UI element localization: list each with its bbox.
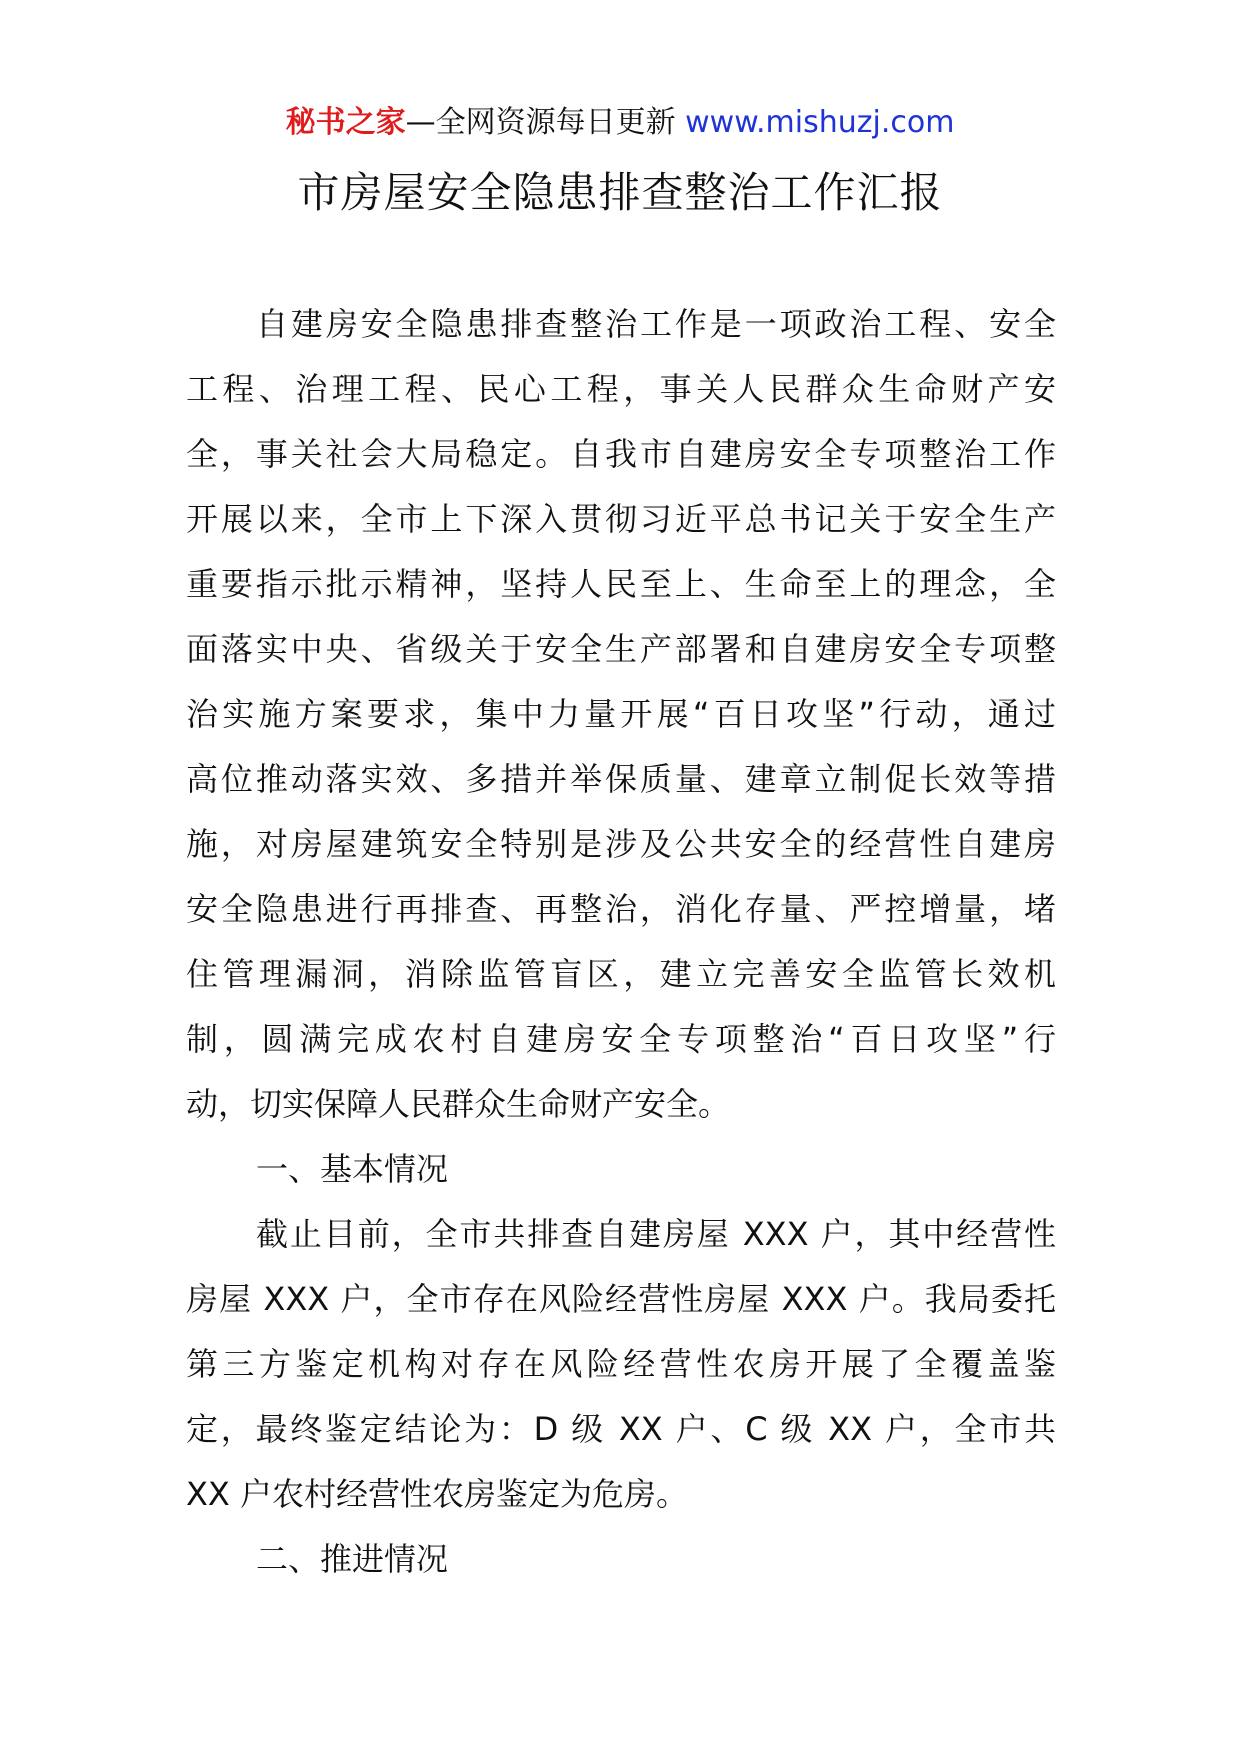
text-line: 定，最终鉴定结论为：D 级 XX 户、C 级 XX 户，全市共	[186, 1410, 1056, 1448]
paragraph-basic-info	[186, 1202, 1056, 1527]
text-line: 面落实中央、省级关于安全生产部署和自建房安全专项整	[186, 630, 1056, 668]
text-line: 住管理漏洞，消除监管盲区，建立完善安全监管长效机	[186, 955, 1056, 993]
text-line: 自建房安全隐患排查整治工作是一项政治工程、安全	[256, 305, 1056, 343]
section-heading-basic: 一、基本情况	[256, 1150, 449, 1188]
text-line: 重要指示批示精神，坚持人民至上、生命至上的理念，全	[186, 565, 1056, 603]
text-line: 第三方鉴定机构对存在风险经营性农房开展了全覆盖鉴	[186, 1345, 1056, 1383]
text-line: 制，圆满完成农村自建房安全专项整治“百日攻坚”行	[186, 1020, 1056, 1058]
text-line: 全，事关社会大局稳定。自我市自建房安全专项整治工作	[186, 435, 1056, 473]
text-line: XX 户农村经营性农房鉴定为危房。	[186, 1475, 689, 1513]
text-line: 安全隐患进行再排查、再整治，消化存量、严控增量，堵	[186, 890, 1056, 928]
text-line: 截止目前，全市共排查自建房屋 XXX 户，其中经营性	[256, 1215, 1056, 1253]
text-line: 动，切实保障人民群众生命财产安全。	[186, 1085, 731, 1123]
document-body	[186, 292, 1056, 1592]
text-line: 工程、治理工程、民心工程，事关人民群众生命财产安	[186, 370, 1056, 408]
text-line: 治实施方案要求，集中力量开展“百日攻坚”行动，通过	[186, 695, 1056, 733]
section-heading-progress: 二、推进情况	[256, 1540, 449, 1578]
banner-tagline: —全网资源每日更新	[405, 105, 676, 140]
text-line: 施，对房屋建筑安全特别是涉及公共安全的经营性自建房	[186, 825, 1056, 863]
text-line: 房屋 XXX 户，全市存在风险经营性房屋 XXX 户。我局委托	[186, 1280, 1056, 1318]
brand-name: 秘书之家	[285, 105, 406, 140]
text-line: 高位推动落实效、多措并举保质量、建章立制促长效等措	[186, 760, 1056, 798]
text-line: 开展以来，全市上下深入贯彻习近平总书记关于安全生产	[186, 500, 1056, 538]
site-banner	[0, 103, 1240, 143]
paragraph-intro	[186, 292, 1056, 1137]
site-url-link[interactable]: www.mishuzj.com	[685, 105, 955, 140]
document-title: 市房屋安全隐患排查整治工作汇报	[297, 168, 943, 217]
